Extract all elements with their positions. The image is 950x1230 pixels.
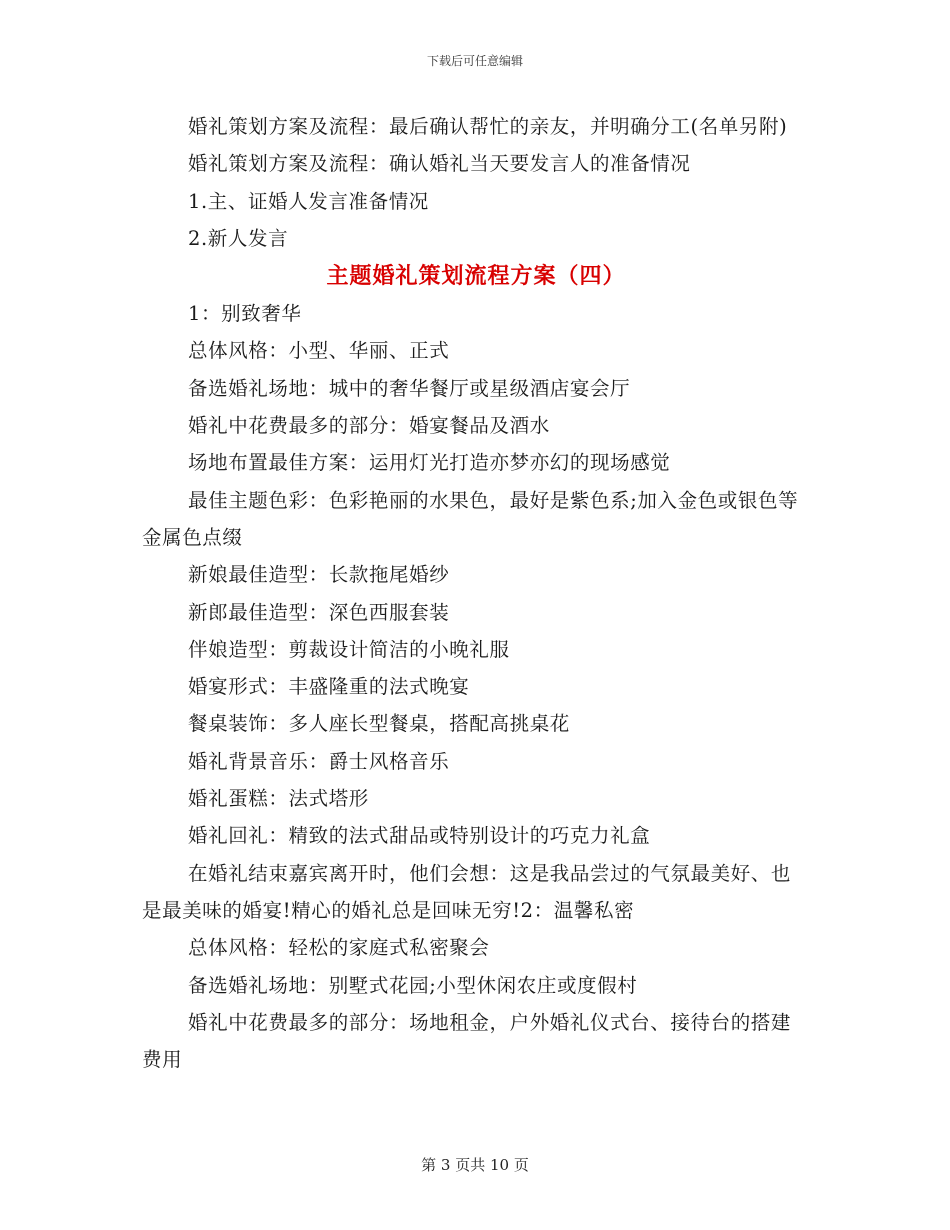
paragraph: 1.主、证婚人发言准备情况 — [188, 189, 429, 213]
paragraph: 婚礼策划方案及流程：确认婚礼当天要发言人的准备情况 — [188, 152, 691, 176]
paragraph: 总体风格：小型、华丽、正式 — [188, 339, 450, 363]
section-title: 主题婚礼策划流程方案（四） — [326, 263, 626, 290]
paragraph: 新郎最佳造型：深色西服套装 — [188, 600, 450, 624]
paragraph: 餐桌装饰：多人座长型餐桌，搭配高挑桌花 — [188, 712, 570, 736]
page-header: 下载后可任意编辑 — [426, 54, 523, 68]
paragraph: 婚礼中花费最多的部分：场地租金，户外婚礼仪式台、接待台的搭建费用 — [142, 1010, 792, 1072]
paragraph: 2.新人发言 — [188, 226, 289, 250]
paragraph: 总体风格：轻松的家庭式私密聚会 — [188, 936, 490, 960]
paragraph: 1：别致奢华 — [188, 302, 302, 326]
document-body — [142, 108, 810, 1078]
paragraph: 婚礼策划方案及流程：最后确认帮忙的亲友，并明确分工(名单另附) — [188, 115, 788, 138]
paragraph: 婚宴形式：丰盛隆重的法式晚宴 — [188, 675, 470, 699]
paragraph: 婚礼回礼：精致的法式甜品或特别设计的巧克力礼盒 — [188, 824, 651, 848]
paragraph: 最佳主题色彩：色彩艳丽的水果色，最好是紫色系;加入金色或银色等金属色点缀 — [142, 488, 799, 549]
paragraph: 在婚礼结束嘉宾离开时，他们会想：这是我品尝过的气氛最美好、也是最美味的婚宴!精心的婚礼总是回味无穷!2：温馨私密 — [142, 861, 792, 922]
paragraph: 备选婚礼场地：别墅式花园;小型休闲农庄或度假村 — [188, 973, 638, 997]
paragraph: 婚礼蛋糕：法式塔形 — [188, 787, 369, 811]
paragraph: 新娘最佳造型：长款拖尾婚纱 — [188, 563, 450, 587]
paragraph: 婚礼中花费最多的部分：婚宴餐品及酒水 — [188, 414, 550, 438]
paragraph: 婚礼背景音乐：爵士风格音乐 — [188, 749, 450, 773]
page-footer: 第 3 页共 10 页 — [421, 1156, 529, 1174]
paragraph: 伴娘造型：剪裁设计简洁的小晚礼服 — [188, 637, 510, 661]
paragraph: 场地布置最佳方案：运用灯光打造亦梦亦幻的现场感觉 — [188, 451, 671, 475]
paragraph: 备选婚礼场地：城中的奢华餐厅或星级酒店宴会厅 — [188, 376, 631, 400]
